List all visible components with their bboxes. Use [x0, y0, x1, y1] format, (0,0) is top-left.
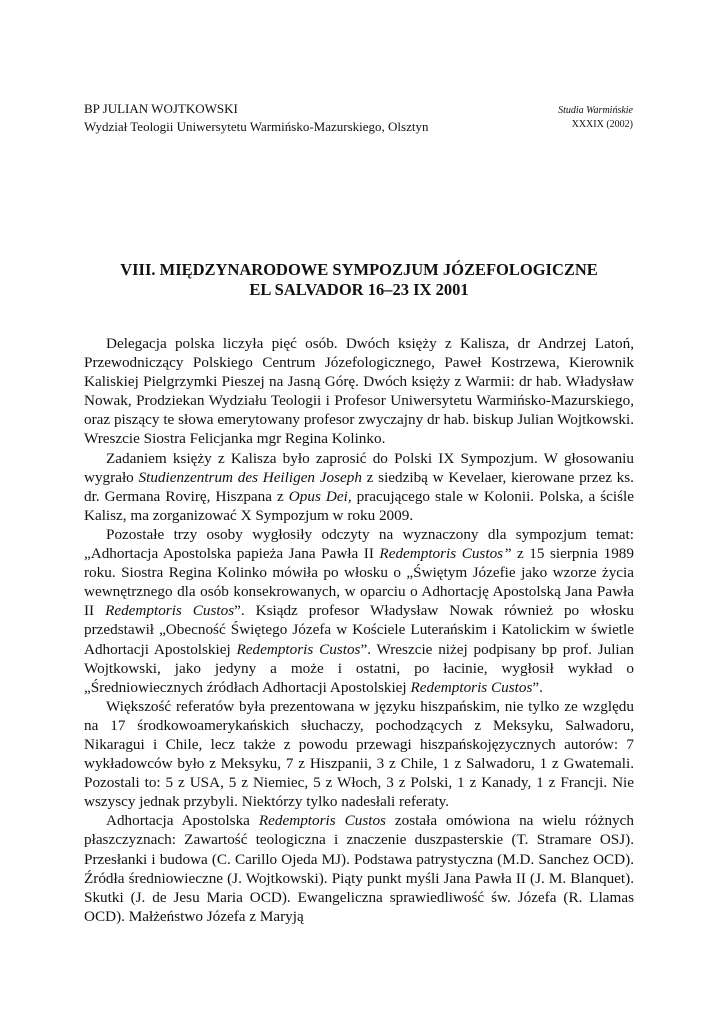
paragraph-text: Zadaniem księży z Kalisza było zaprosić do Polski IX Sympozjum. W głosowaniu wygrało [84, 449, 634, 486]
author-name: BP JULIAN WOJTKOWSKI [84, 101, 238, 116]
italic-text: Opus Dei, [288, 487, 352, 505]
title-line-1: VIII. MIĘDZYNARODOWE SYMPOZJUM JÓZEFOLOGICZNE [120, 260, 598, 279]
paragraph [84, 697, 634, 812]
paragraph-text: z 15 sierpnia 1989 roku. Siostra Regina Kolinko mówiła po włosku o „Świętym Józefie jako wzorze życia wewnętrznego dla osób konsekrowanych, w oparciu o Adhortację Apostolską Jana Pawła II [84, 545, 634, 620]
journal-volume: XXXIX (2002) [571, 119, 633, 130]
paragraph [84, 525, 634, 697]
paragraph [84, 811, 634, 926]
header-right [558, 104, 633, 132]
paragraph [84, 449, 634, 525]
paragraph-text: ”. [532, 678, 543, 696]
italic-text: Redemptoris Custos [236, 640, 361, 658]
italic-text: Redemptoris Custos [258, 812, 386, 830]
header-left [84, 100, 428, 136]
italic-text: Redemptoris Custos” [379, 545, 512, 563]
paragraph-text: Większość referatów była prezentowana w języku hiszpańskim, nie tylko ze względu na 17 środkowoamerykańskich słuchaczy, pochodzących z Meksyku, Salwadoru, Nikaragui i Chile, lecz także z powodu przewagi hiszpańskojęzycznych autorów: 7 wykładowców było z Meksyku, 7 z Hiszpanii, 3 z Chile, 1 z Salwadoru, 1 z Gwatemali. Pozostali to: 5 z USA, 5 z Niemiec, 5 z Włoch, 3 z Polski, 1 z Kanady, 1 z Francji. Nie wszyscy jednak przybyli. Niektórzy tylko nadesłali referaty. [84, 697, 634, 811]
article-title [84, 260, 634, 300]
paragraph-text: została omówiona na wielu różnych płaszczyznach: Zawartość teologiczna i znaczenie duszpasterskie (T. Stramare OSJ). Przesłanki i budowa (C. Carillo Ojeda MJ). Podstawa patrystyczna (M.D. Sanchez OCD). Źródła średniowieczne (J. Wojtkowski). Piąty punkt myśli Jana Pawła II (J. M. Blanquet). Skutki (J. de Jesu Maria OCD). Ewangeliczna sprawiedliwość św. Józefa (R. Llamas OCD). Małżeństwo Józefa z Maryją [84, 812, 634, 925]
paragraph-text: Pozostałe trzy osoby wygłosiły odczyty na wyznaczony dla sympozjum temat: „Adhortacja Apostolska papieża Jana Pawła II [84, 525, 634, 563]
paragraph-text: ”. Wreszcie niżej podpisany bp prof. Julian Wojtkowski, jako jedyny a może i ostatni, po łacinie, wygłosił wykład o „Średniowiecznych źródłach Adhortacji Apostolskiej [84, 640, 634, 696]
paragraph-text: Delegacja polska liczyła pięć osób. Dwóch księży z Kalisza, dr Andrzej Latoń, Przewodniczący Polskiego Centrum Józefologicznego, Paweł Kostrzewa, Kierownik Kaliskiej Pielgrzymki Pieszej na Jasną Górę. Dwóch księży z Warmii: dr hab. Władysław Nowak, Prodziekan Wydziału Teologii i Profesor Uniwersytetu Warmińsko-Mazurskiego, oraz piszący te słowa emerytowany profesor zwyczajny dr hab. biskup Julian Wojtkowski. Wreszcie Siostra Felicjanka mgr Regina Kolinko. [84, 335, 634, 448]
italic-text: Studienzentrum des Heiligen Joseph [138, 468, 362, 486]
italic-text: Redemptoris Custos [105, 602, 235, 620]
italic-text: Redemptoris Custos [410, 678, 533, 696]
paragraph-text: ”. Ksiądz profesor Władysław Nowak również po włosku przedstawił „Obecność Świętego Józefa w Kościele Luterańskim i Katolickim w świetle Adhortacji Apostolskiej [84, 602, 634, 658]
paragraph-text: z siedzibą w Kevelaer, kierowane przez ks. dr. Germana Rovirę, Hiszpana z [84, 468, 634, 505]
paragraph [84, 334, 634, 449]
paragraph-text: Adhortacja Apostolska [106, 812, 259, 830]
title-line-2: EL SALVADOR 16–23 IX 2001 [249, 280, 469, 299]
journal-name: Studia Warmińskie [558, 105, 633, 116]
paragraph-text: pracującego stale w Kolonii. Polska, a ściśle Kalisz, ma zorganizować X Sympozjum w roku 2009. [84, 487, 634, 524]
article-body [84, 334, 634, 926]
author-affiliation: Wydział Teologii Uniwersytetu Warmińsko-Mazurskiego, Olsztyn [84, 119, 429, 134]
